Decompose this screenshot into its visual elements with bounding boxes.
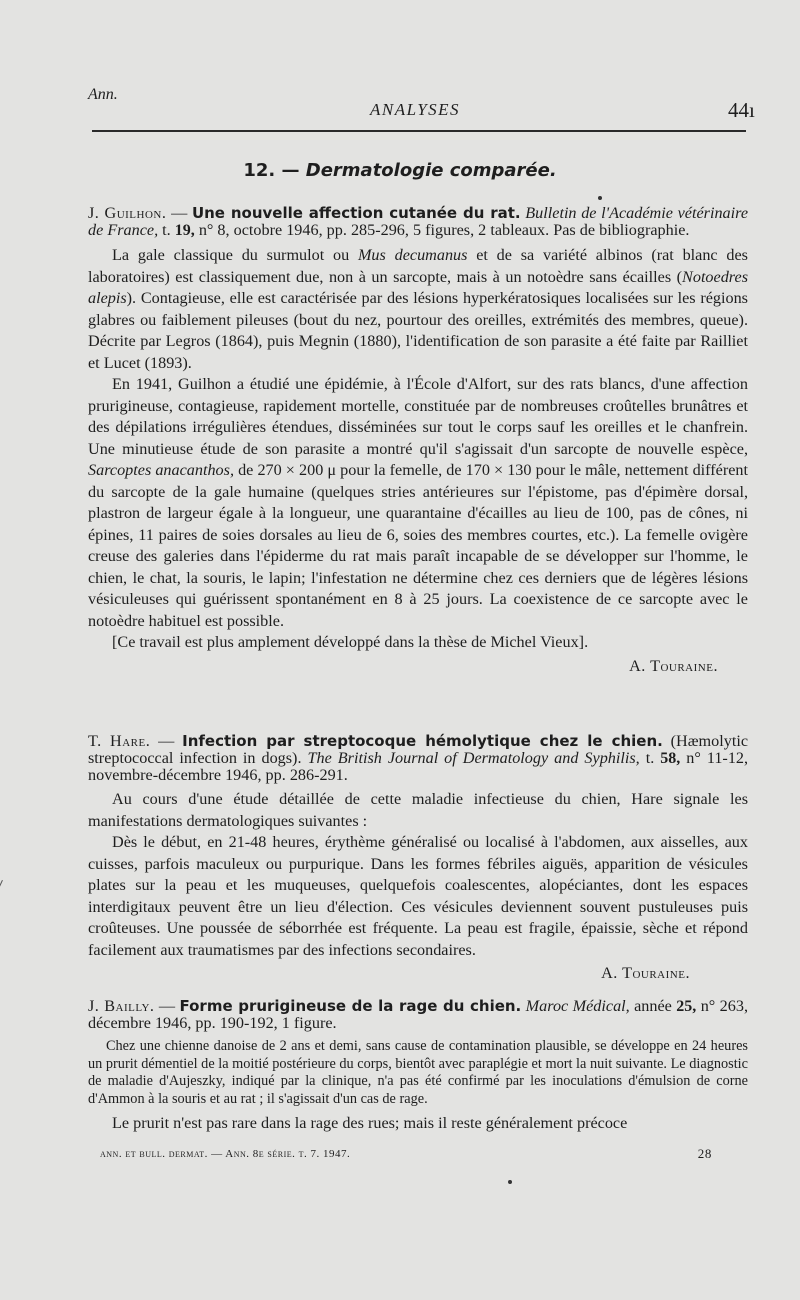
section-title: Dermatologie comparée. — [305, 160, 557, 181]
article-reference: J. Guilhon. — Une nouvelle affection cutanée du rat. Bulletin de l'Académie vétérinaire de France, t. 19, n° 8, octobre 1946, pp. 285-296, 5 figures, 2 tableaux. Pas de bibliographie. — [88, 204, 749, 239]
article-hare — [88, 733, 748, 985]
running-title: ANALYSES — [370, 100, 461, 119]
article-volume: 25, — [676, 998, 697, 1015]
paragraph: Chez une chienne danoise de 2 ans et demi, sans cause de contamination plausible, se développe en 24 heures un prurit démentiel de la moitié postérieure du corps, bientôt avec paraplégie et mort la nuit suivante. Le diagnostic de maladie d'Aujeszky, indiqué par la clinique, n'a pas été confirmé par les inoculations d'émulsion de corne d'Ammon à la souris et au rat ; il s'agissait d'un cas de rage. — [88, 1038, 748, 1107]
article-title: Infection par streptocoque hémolytique chez le chien. — [182, 732, 663, 750]
section-heading — [0, 160, 800, 181]
paragraph: [Ce travail est plus amplement développé dans la thèse de Michel Vieux]. — [112, 633, 589, 651]
footer-citation: ann. et bull. dermat. — Ann. 8e série. t. 7. 1947. — [100, 1148, 351, 1160]
article-author: J. Bailly. — [88, 997, 155, 1015]
corner-note: Ann. — [88, 86, 118, 103]
paragraph: En 1941, Guilhon a étudié une épidémie, à l'École d'Alfort, sur des rats blancs, d'une affection prurigineuse, contagieuse, rapidement mortelle, constituée par de nombreuses croûtelles brunâtres et des dépilations irrégulières étendues, disséminées sur tout le corps sauf les oreilles et le chanfrein. Une minutieuse étude de son parasite a montré qu'il s'agissait d'un sarcopte de nouvelle espèce, Sarcoptes anacanthos, de 270 × 200 μ pour la femelle, de 170 × 130 pour le mâle, nettement différent du sarcopte de la gale humaine (quelques stries antérieures sur l'épistome, pas d'épimère dorsal, plastron de largeur égale à la longueur, une quarantaine d'écailles au lieu de 100, pas de cônes, ni épines, 11 paires de soies dorsales au lieu de 6, soies des membres courtes, etc.). La femelle ovigère creuse des galeries dans l'épiderme du rat mais paraît incapable de se développer sur l'homme, le chien, le chat, la souris, le lapin; l'infestation ne détermine chez ces derniers que de légères lésions vésiculeuses qui guérissent spontanément en 8 à 25 jours. La coexistence de ce sarcopte avec le notoèdre habituel est possible. — [88, 375, 748, 630]
paragraph: La gale classique du surmulot ou Mus decumanus et de sa variété albinos (rat blanc des laboratoires) est classiquement due, non à un sarcopte, mais à un notoèdre sans écailles (Notoedres alepis). Contagieuse, elle est caractérisée par des lésions hyperkératosiques localisées sur les régions glabres ou faiblement pileuses (bout du nez, pourtour des oreilles, extrémités des membres, queue). Décrite par Legros (1864), puis Megnin (1880), l'identification de son parasite a été faite par Railliet et Lucet (1893). — [88, 246, 748, 372]
article-original-title: (Hæmolytic streptococcal infection in dogs). — [88, 732, 749, 767]
print-speck — [598, 196, 602, 200]
article-reference: J. Bailly. — Forme prurigineuse de la rage du chien. Maroc Médical, année 25, n° 263, décembre 1946, pp. 190-192, 1 figure. — [88, 997, 748, 1032]
article-title: Une nouvelle affection cutanée du rat. — [191, 204, 521, 222]
print-speck — [508, 1180, 512, 1184]
article-journal: Bulletin de l'Académie vétérinaire de France, — [88, 204, 749, 239]
paragraph: Dès le début, en 21-48 heures, érythème généralisé ou localisé à l'abdomen, aux aisselles, aux cuisses, parfois maculeux ou purpurique. Dans les formes fébriles aiguës, apparition de vésicules plates sur la peau et les muqueuses, quelquefois coalescentes, alopéciantes, dont les espaces interdigitaux peuvent être un lieu d'élection. Ces vésicules deviennent souvent pustuleuses puis croûteuses. Une poussée de séborrhée est fréquente. La peau est fragile, épaissie, sèche et répond facilement aux traumatismes par des infections secondaires. — [88, 833, 748, 959]
article-reference: T. Hare. — Infection par streptocoque hémolytique chez le chien. (Hæmolytic streptococcal infection in dogs). The British Journal of Dermatology and Syphilis, t. 58, n° 11-12, novembre-décembre 1946, pp. 286-291. — [88, 732, 749, 784]
section-number: 12. — [243, 160, 276, 181]
article-guilhon — [88, 205, 748, 677]
article-journal: Maroc Médical, — [525, 997, 630, 1015]
article-details: n° 263, décembre 1946, pp. 190-192, 1 figure. — [88, 997, 748, 1032]
article-journal: The British Journal of Dermatology and Syphilis, — [307, 749, 640, 767]
signature: A. Touraine. — [629, 656, 718, 675]
section-dash: — — [281, 160, 300, 181]
page-number: 44ı — [728, 98, 755, 122]
article-volume: 19, — [174, 222, 195, 239]
paragraph: Le prurit n'est pas rare dans la rage des rues; mais il reste généralement précoce — [112, 1114, 628, 1132]
article-author: T. Hare. — [88, 732, 151, 750]
paragraph: Au cours d'une étude détaillée de cette maladie infectieuse du chien, Hare signale les manifestations dermatologiques suivantes : — [88, 790, 748, 830]
header-rule — [92, 130, 746, 132]
small-print-block — [88, 1038, 748, 1108]
article-title: Forme prurigineuse de la rage du chien. — [179, 997, 522, 1015]
signature: A. Touraine. — [601, 964, 690, 982]
margin-pencil-mark — [0, 880, 3, 962]
page-footer — [100, 1148, 712, 1160]
article-bailly — [88, 998, 748, 1135]
article-details: n° 11-12, novembre-décembre 1946, pp. 286-291. — [88, 749, 749, 784]
article-details: n° 8, octobre 1946, pp. 285-296, 5 figures, 2 tableaux. Pas de bibliographie. — [198, 221, 690, 239]
article-volume: 58, — [660, 750, 681, 767]
article-author: J. Guilhon. — [88, 204, 167, 222]
footer-signature-number: 28 — [697, 1146, 712, 1161]
